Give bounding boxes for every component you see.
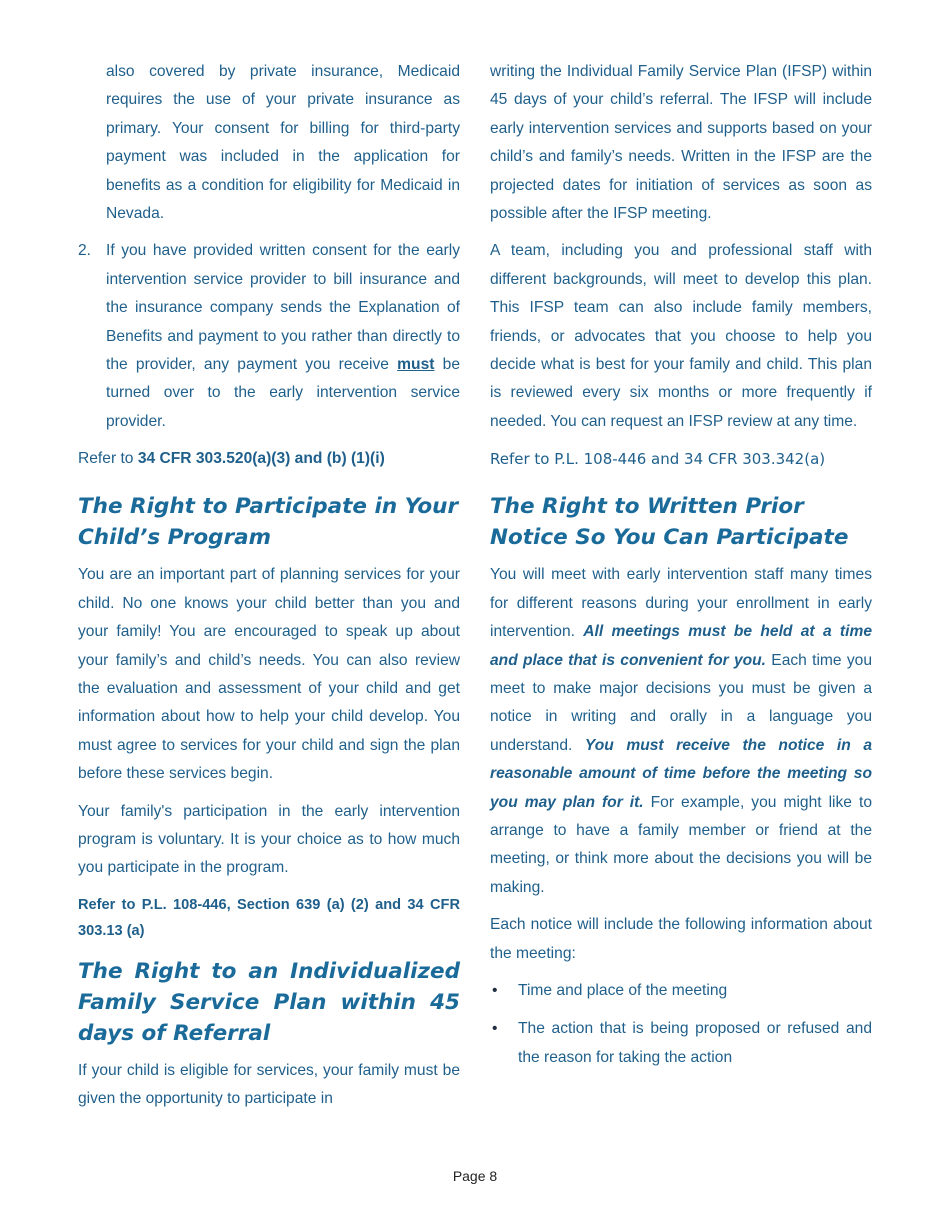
- emphasis: You must receive the notice in a reasonable amount of time before the meeting so you may plan for it.: [490, 736, 872, 811]
- paragraph: also covered by private insurance, Medicaid requires the use of your private insurance as primary. Your consent for billing for third-party payment was included in the application for benefits as a condition for eligibility for Medicaid in Nevada.: [106, 63, 460, 223]
- paragraph: [490, 561, 872, 902]
- paragraph: Each notice will include the following information about the meeting:: [490, 916, 872, 962]
- page-number: Page 8: [452, 1168, 498, 1184]
- text-run: Each time you meet to make major decisions you must be given a notice in writing and orally in a language you understand.: [490, 651, 872, 754]
- paragraph: You are an important part of planning services for your child. No one knows your child better than you and your family! You are encouraged to speak up about your family’s and child’s needs. You can also review the evaluation and assessment of your child and get information about how to help your child develop. You must agree to services for your child and sign the plan before these services begin.: [78, 566, 460, 783]
- list-item-text: Time and place of the meeting: [518, 981, 728, 999]
- text-run: For example, you might like to arrange to have a family member or friend at the meeting, or think more about the decisions you will be making.: [490, 793, 872, 896]
- reference-citation: 34 CFR 303.520(a)(3) and (b) (1)(i): [137, 450, 385, 468]
- item-text-end: be turned over to the early intervention service provider.: [106, 356, 461, 430]
- heading-right-to-ifsp: The Right to an Individualized Family Service Plan within 45 days of Referral: [78, 958, 460, 1046]
- heading-right-to-written-notice: The Right to Written Prior Notice So You Can Participate: [490, 494, 849, 551]
- paragraph: Your family's participation in the early intervention program is voluntary. It is your choice as to how much you participate in the program.: [78, 802, 460, 877]
- list-item-text: The action that is being proposed or refused and the reason for taking the action: [518, 1020, 872, 1066]
- reference-prefix: Refer to: [78, 450, 138, 468]
- item-text: If you have provided written consent for the early intervention service provider to bill insurance and the insurance company sends the Explanation of Benefits and payment to you rather than directly to the provider, any payment you receive: [106, 242, 460, 374]
- heading-right-to-participate: The Right to Participate in Your Child’s Program: [78, 494, 459, 551]
- numbered-item-2: [78, 237, 460, 436]
- list-item: [490, 977, 872, 1005]
- reference: [78, 445, 460, 473]
- emphasis: All meetings must be held at a time and place that is convenient for you.: [490, 623, 872, 669]
- reference: Refer to P.L. 108-446 and 34 CFR 303.342(a): [490, 450, 826, 469]
- list-item: [490, 1015, 872, 1072]
- paragraph: A team, including you and professional staff with different backgrounds, will meet to develop this plan. This IFSP team can also include family members, friends, or advocates that you choose to help you decide what is best for your family and child. This plan is reviewed every six months or more frequently if needed. You can request an IFSP review at any time.: [490, 242, 872, 430]
- text-run: You will meet with early intervention staff many times for different reasons during your enrollment in early intervention.: [490, 566, 872, 641]
- bullet-list: [490, 977, 872, 1072]
- reference: Refer to P.L. 108-446, Section 639 (a) (2) and 34 CFR 303.13 (a): [78, 896, 460, 939]
- paragraph: If your child is eligible for services, your family must be given the opportunity to participate in: [78, 1061, 460, 1108]
- bullet-icon: •: [492, 981, 498, 999]
- item-number: 2.: [78, 242, 92, 260]
- paragraph: writing the Individual Family Service Plan (IFSP) within 45 days of your child’s referral. The IFSP will include early intervention services and supports based on your child’s and family’s needs. Written in the IFSP are the projected dates for initiation of services as soon as possible after the IFSP meeting.: [490, 63, 872, 223]
- bullet-icon: •: [492, 1020, 498, 1038]
- emphasis-must: must: [397, 356, 435, 374]
- right-column: [490, 58, 872, 1082]
- left-column: [78, 58, 460, 1123]
